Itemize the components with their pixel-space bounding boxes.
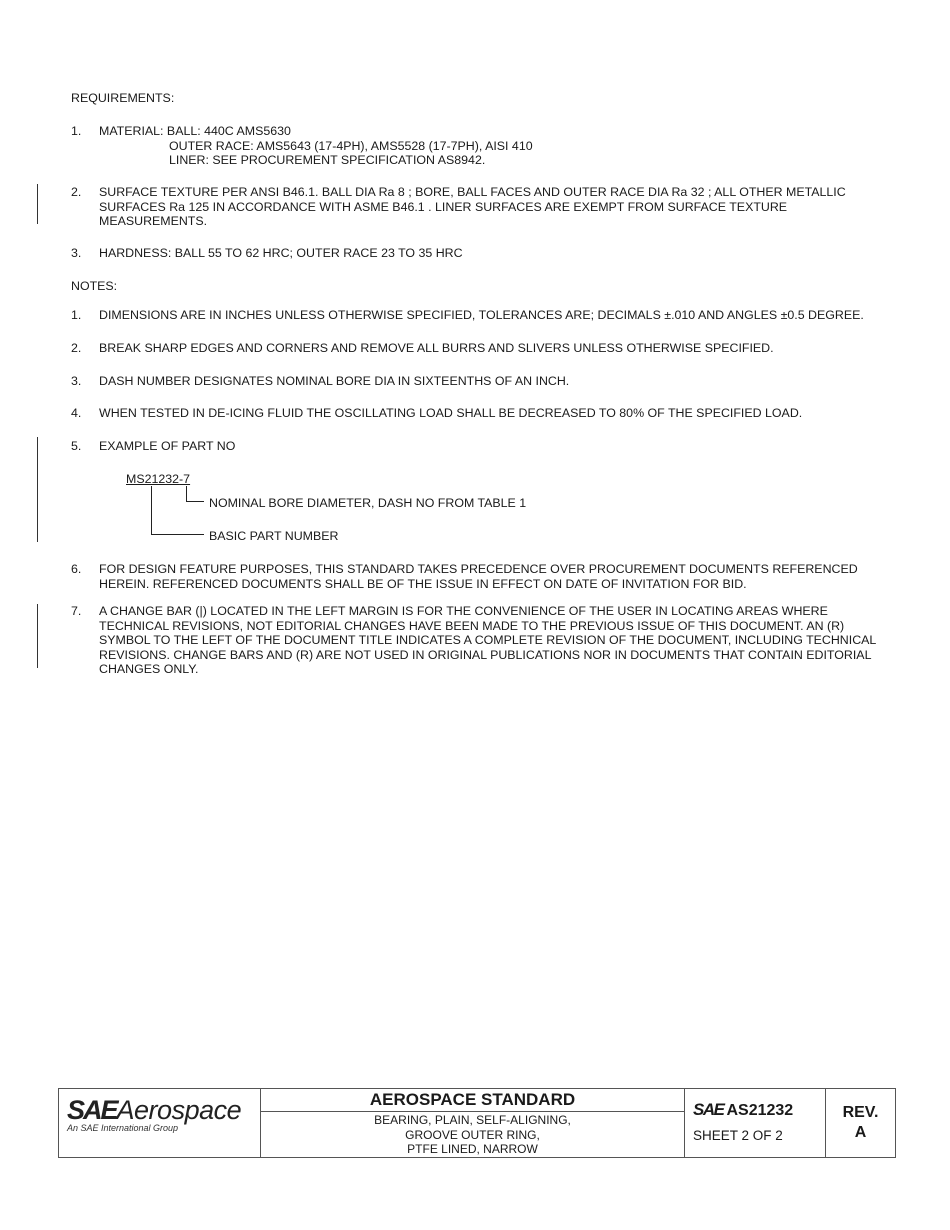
title-block (58, 1088, 896, 1158)
requirement-item-1 (71, 124, 891, 168)
note-text: DASH NUMBER DESIGNATES NOMINAL BORE DIA IN SIXTEENTHS OF AN INCH. (99, 374, 570, 388)
note-number: 3. (71, 374, 82, 388)
requirement-number: 1. (71, 124, 82, 138)
requirement-number: 3. (71, 246, 82, 260)
standard-title: AEROSPACE STANDARD (261, 1089, 684, 1112)
sae-aerospace-logo (67, 1095, 242, 1135)
sheet-number: SHEET 2 OF 2 (693, 1128, 783, 1143)
note-item-3 (71, 374, 891, 389)
base-leader-vertical (151, 486, 152, 534)
revision-label: REV. (842, 1104, 879, 1121)
logo-sae-text: SAE (67, 1095, 117, 1125)
logo-aerospace-text: Aerospace (116, 1095, 242, 1125)
sae-mini-logo: SAE (693, 1100, 724, 1119)
change-bar-requirement-2 (37, 184, 38, 224)
subtitle-line: PTFE LINED, NARROW (407, 1142, 538, 1156)
title-block-rev-cell (826, 1089, 895, 1157)
note-text: FOR DESIGN FEATURE PURPOSES, THIS STANDARD TAKES PRECEDENCE OVER PROCUREMENT DOCUMENTS REFERENCED HEREIN. REFERENCED DOCUMENTS SHALL BE OF THE ISSUE IN EFFECT ON DATE OF INVITATION FOR BID. (99, 562, 858, 591)
note-item-2 (71, 341, 891, 356)
note-item-4 (71, 406, 891, 421)
note-item-1 (71, 308, 891, 323)
requirement-item-3 (71, 246, 891, 261)
note-item-7 (71, 604, 891, 677)
note-number: 2. (71, 341, 82, 355)
part-number-dash: -7 (179, 472, 191, 486)
subtitle-line: GROOVE OUTER RING, (405, 1127, 540, 1142)
requirement-liner-line: LINER: SEE PROCUREMENT SPECIFICATION AS8942. (169, 153, 486, 167)
basic-part-number-label: BASIC PART NUMBER (209, 529, 339, 543)
note-item-5 (71, 439, 891, 454)
standard-subtitle (261, 1113, 684, 1157)
notes-heading: NOTES: (71, 279, 118, 293)
note-number: 1. (71, 308, 82, 322)
note-item-6 (71, 562, 891, 591)
dash-leader-horizontal (186, 501, 204, 502)
document-number (693, 1100, 794, 1119)
change-bar-note-5 (37, 437, 38, 542)
part-number-base: MS21232 (126, 472, 180, 486)
note-text: BREAK SHARP EDGES AND CORNERS AND REMOVE ALL BURRS AND SLIVERS UNLESS OTHERWISE SPECIFIED. (99, 341, 774, 355)
title-block-logo-cell (59, 1089, 261, 1157)
change-bar-note-7 (37, 604, 38, 668)
subtitle-line: BEARING, PLAIN, SELF-ALIGNING, (374, 1113, 571, 1127)
note-text: WHEN TESTED IN DE-ICING FLUID THE OSCILLATING LOAD SHALL BE DECREASED TO 80% OF THE SPECIFIED LOAD. (99, 406, 803, 420)
title-block-title-cell (261, 1089, 685, 1157)
requirement-text: HARDNESS: BALL 55 TO 62 HRC; OUTER RACE 23 TO 35 HRC (99, 246, 463, 260)
title-block-docno-cell (685, 1089, 826, 1157)
dash-number-label: NOMINAL BORE DIAMETER, DASH NO FROM TABLE 1 (209, 496, 527, 510)
requirement-item-2 (71, 185, 891, 229)
requirement-material-line: MATERIAL: BALL: 440C AMS5630 (99, 124, 291, 138)
note-number: 5. (71, 439, 82, 453)
requirement-outer-race-line: OUTER RACE: AMS5643 (17-4PH), AMS5528 (17-7PH), AISI 410 (169, 138, 533, 153)
revision-value: A (854, 1124, 867, 1141)
document-number-text: AS21232 (726, 1102, 794, 1119)
note-text: EXAMPLE OF PART NO (99, 439, 236, 453)
note-text: DIMENSIONS ARE IN INCHES UNLESS OTHERWISE SPECIFIED, TOLERANCES ARE; DECIMALS ±.010 AND ANGLES ±0.5 DEGREE. (99, 308, 864, 322)
requirements-heading: REQUIREMENTS: (71, 91, 175, 105)
note-number: 7. (71, 604, 82, 618)
part-number-example (126, 472, 190, 487)
logo-tagline: An SAE International Group (67, 1122, 179, 1133)
base-leader-horizontal (151, 534, 204, 535)
note-text: A CHANGE BAR (|) LOCATED IN THE LEFT MARGIN IS FOR THE CONVENIENCE OF THE USER IN LOCATING AREAS WHERE TECHNICAL REVISIONS, NOT EDITORIAL CHANGES HAVE BEEN MADE TO THE PREVIOUS ISSUE OF THIS DOCUMENT. AN (R) SYMBOL TO THE LEFT OF THE DOCUMENT TITLE INDICATES A COMPLETE REVISION OF THE DOCUMENT, INCLUDING TECHNICAL REVISIONS. CHANGE BARS AND (R) ARE NOT USED IN ORIGINAL PUBLICATIONS NOR IN DOCUMENTS THAT CONTAIN EDITORIAL CHANGES ONLY. (99, 604, 876, 676)
note-number: 4. (71, 406, 82, 420)
dash-leader-vertical (186, 486, 187, 501)
note-number: 6. (71, 562, 82, 576)
requirement-number: 2. (71, 185, 82, 199)
requirement-text: SURFACE TEXTURE PER ANSI B46.1. BALL DIA Ra 8 ; BORE, BALL FACES AND OUTER RACE DIA Ra 32 ; ALL OTHER METALLIC SURFACES Ra 125 IN ACCORDANCE WITH ASME B46.1 . LINER SURFACES ARE EXEMPT FROM SURFACE TEXTURE MEASUREMENTS. (99, 185, 846, 228)
revision (826, 1103, 895, 1143)
